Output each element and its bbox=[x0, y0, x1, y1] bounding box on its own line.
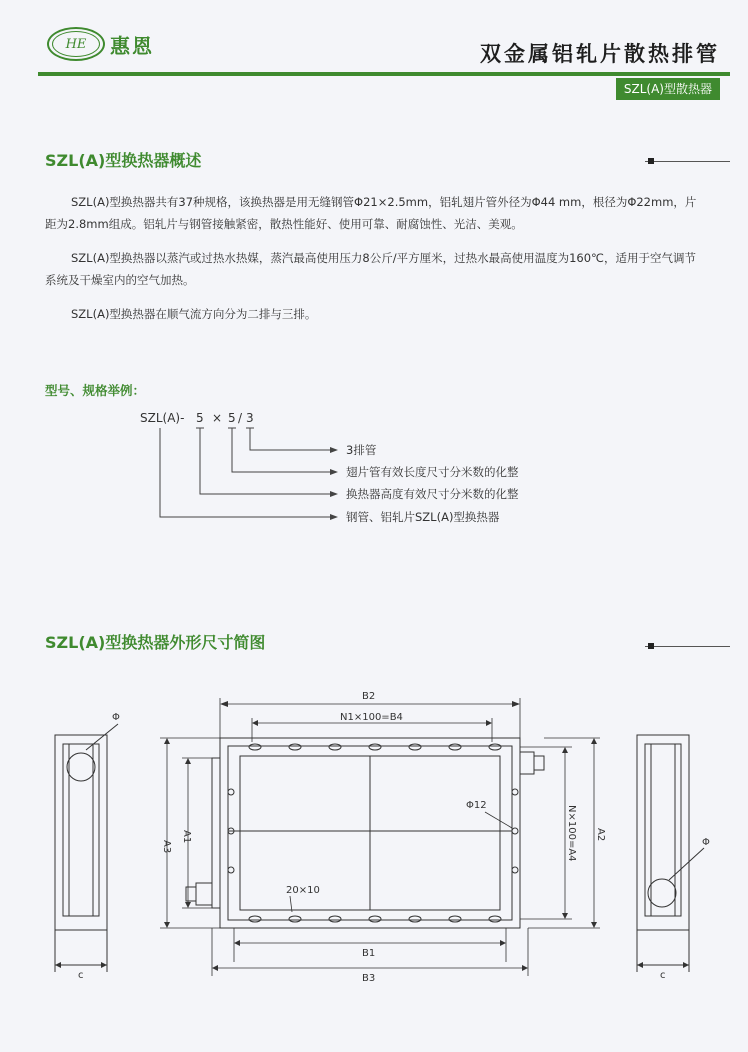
label-phi12: Φ12 bbox=[466, 800, 487, 811]
desc-rows: 3排管 bbox=[346, 443, 377, 457]
model-code-diagram bbox=[0, 400, 748, 535]
code-height: 5 bbox=[196, 411, 204, 425]
label-b1: B1 bbox=[362, 948, 376, 959]
dimension-lines bbox=[160, 698, 600, 976]
left-side-view bbox=[55, 724, 118, 972]
section-title-dimensions: SZL(A)型换热器外形尺寸简图 bbox=[45, 633, 266, 652]
overview-paragraph-2: SZL(A)型换热器以蒸汽或过热水热媒，蒸汽最高使用压力8公斤/平方厘米，过热水最高使用温度为160℃，适用于空气调节系统及干燥室内的空气加热。 bbox=[45, 251, 696, 287]
label-phi-left: Φ bbox=[112, 712, 120, 723]
desc-length: 翅片管有效长度尺寸分米数的化整 bbox=[346, 465, 519, 479]
label-b2: B2 bbox=[362, 691, 376, 702]
code-prefix: SZL(A)- bbox=[140, 411, 185, 425]
section-title-overview: SZL(A)型换热器概述 bbox=[45, 151, 202, 170]
category-badge: SZL(A)型散热器 bbox=[616, 78, 720, 100]
right-side-view bbox=[637, 735, 704, 972]
code-times: × bbox=[212, 411, 223, 425]
desc-type: 钢管、铝轧片SZL(A)型换热器 bbox=[346, 510, 500, 524]
bottom-slots bbox=[249, 916, 501, 922]
section-marker-2 bbox=[648, 643, 654, 649]
section-rule bbox=[645, 161, 730, 162]
label-b3: B3 bbox=[362, 973, 376, 984]
label-n1: N1×100=B4 bbox=[340, 712, 403, 723]
label-c-left: c bbox=[78, 970, 84, 981]
desc-height: 换热器高度有效尺寸分米数的化整 bbox=[346, 487, 519, 501]
code-length: 5 bbox=[228, 411, 236, 425]
leader-arrows bbox=[330, 447, 338, 520]
header-divider bbox=[38, 72, 730, 76]
leader-lines bbox=[160, 428, 330, 517]
brand-name: 惠恩 bbox=[110, 34, 154, 58]
label-a3: A3 bbox=[161, 840, 172, 854]
code-slash: / bbox=[238, 411, 243, 425]
logo-mark bbox=[47, 27, 105, 61]
overview-paragraph-3: SZL(A)型换热器在顺气流方向分为二排与三排。 bbox=[71, 307, 317, 321]
example-heading: 型号、规格举例： bbox=[45, 383, 146, 398]
label-phi-right: Φ bbox=[702, 837, 710, 848]
overview-paragraph-1: SZL(A)型换热器共有37种规格，该换热器是用无缝钢管Φ21×2.5mm，铝轧翅片管外径为Φ44 mm，根径为Φ22mm，片距为2.8mm组成。铝轧片与钢管接触紧密，散热性能好、使用可靠、耐腐蚀性、光洁、美观。 bbox=[45, 195, 697, 231]
label-a2: A2 bbox=[595, 828, 606, 842]
logo-mark-text: HE bbox=[52, 31, 100, 57]
label-slot: 20×10 bbox=[286, 885, 320, 896]
top-slots bbox=[249, 744, 501, 750]
code-rows: 3 bbox=[246, 411, 254, 425]
label-n-a4: N×100=A4 bbox=[566, 805, 577, 862]
dimension-drawing bbox=[0, 680, 748, 990]
section-rule-2 bbox=[645, 646, 730, 647]
front-view bbox=[186, 738, 544, 928]
section-marker bbox=[648, 158, 654, 164]
page-title: 双金属铝轧片散热排管 bbox=[480, 41, 720, 66]
label-c-right: c bbox=[660, 970, 666, 981]
label-a1: A1 bbox=[181, 830, 192, 844]
